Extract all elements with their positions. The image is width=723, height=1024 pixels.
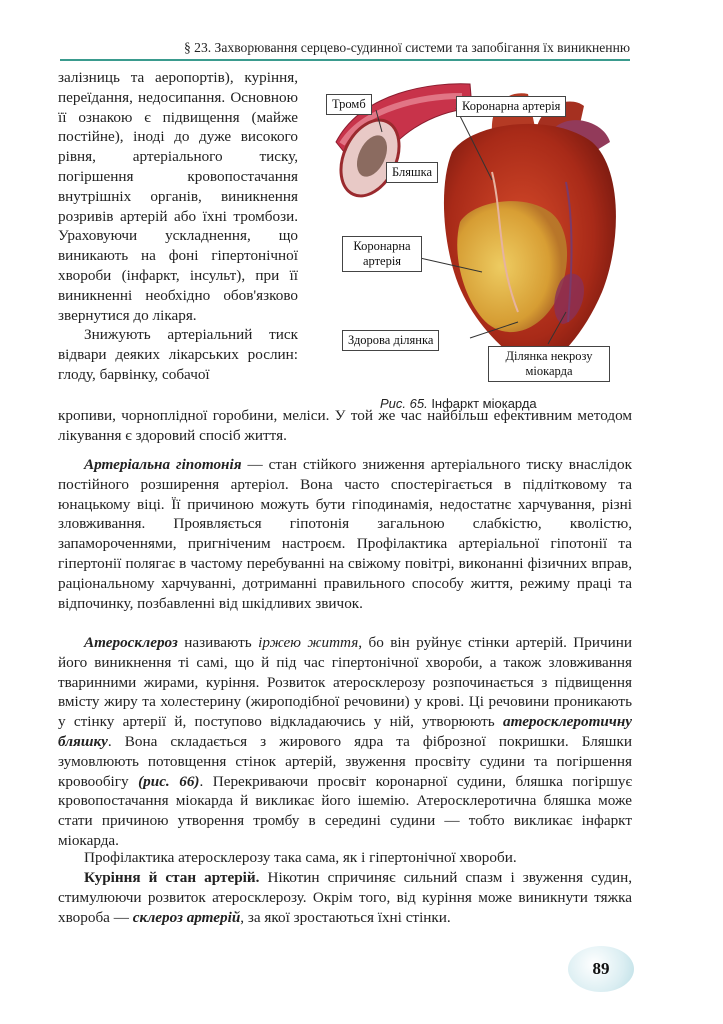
- label-coronary-artery-left: Коронарна артерія: [342, 236, 422, 272]
- page-number: 89: [568, 946, 634, 992]
- hypotonia-paragraph: [58, 455, 632, 613]
- figure-reference: (рис. 66): [138, 772, 200, 790]
- smoking-term: Куріння й стан артерій.: [84, 869, 260, 886]
- hypotonia-text: — стан стійкого зниження артеріального тиску внаслідок постійного розширення артеріол. Вона часто спостерігається в підлітковому та юнацькому віці. Її причиною можуть бути гіподинамія, недостатнє харчування, різні зловживання. Проявляється гіпотонія загальною слабкістю, кволістю, запамороченнями, пригніченим настроєм. Профілактика артеріальної гіпотонії та гіпертонії полягає в частому перебуванні на свіжому повітрі, виконанні фізичних вправ, раціональному харчуванні, дотриманні правильного способу життя, режиму праці та відпочинку, позбавленні від шкідливих звичок.: [58, 456, 632, 612]
- prophylaxis-paragraph: [58, 848, 632, 868]
- page-header: § 23. Захворювання серцево-судинної системи та запобігання їх виникненню: [60, 40, 630, 61]
- atherosclerosis-text-3: . Вона складається з жирового ядра та фіброзної покришки. Бляшки зумовлюють потовщення стінок артерій, звуження просвіту судини та погіршення кровообігу: [58, 732, 632, 790]
- atherosclerosis-text-2: , бо він руйнує стінки артерій. Причини його виникнення ті самі, що й під час гіпертонічної хвороби, а також зловживання тваринними жирами, куріння. Розвиток атеросклерозу розпочинається з підвищення вмісту жиру та холестерину (жироподібної речовини) у крові. Ці речовини проникають у стінку артерії й, поступово відкладаючись у ній, утворюють: [58, 634, 632, 731]
- label-plaque: Бляшка: [386, 162, 438, 183]
- sclerosis-term: склероз артерій: [132, 908, 241, 926]
- smoking-paragraph: [58, 868, 632, 927]
- atherosclerosis-paragraph: [58, 633, 632, 851]
- heart-infarct-figure: [322, 72, 628, 392]
- atherosclerosis-text-4: . Перекриваючи просвіт коронарної судини, бляшка погіршує кровопостачання міокарда й викликає його ішемію. Атеросклеротична бляшка може стати причиною утворення тромбу в середині судини — тобто викликає інфаркт міокарда.: [58, 772, 633, 849]
- left-paragraph-2: Знижують артеріальний тиск відвари деяких лікарських рослин: глоду, барвінку, собачої: [58, 326, 298, 383]
- label-necrosis-area: Ділянка некрозу міокарда: [488, 346, 610, 382]
- atherosclerotic-plaque-term: атеросклеротичну бляшку: [58, 713, 632, 750]
- atherosclerosis-text-1: називають: [177, 634, 259, 651]
- left-column: [58, 68, 298, 385]
- caption-text: Інфаркт міокарда: [427, 396, 537, 411]
- left-paragraph-1: залізниць та аеропортів), куріння, переїдання, недосипання. Основною її ознакою є підвищення (майже постійне), іноді до дуже високого рівня, артеріального тиску, погіршення кровопостачання внутрішніх органів, виникнення розривів артерій або їхні тромбози. Ураховуючи ускладнення, що виникають на фоні гіпертонічної хвороби (інфаркт, інсульт), при її виникненні необхідно обов'язково звернутися до лікаря.: [58, 69, 298, 324]
- label-healthy-area: Здорова ділянка: [342, 330, 439, 351]
- continuation-paragraph: [58, 406, 632, 446]
- label-thrombus: Тромб: [326, 94, 372, 115]
- smoking-text-2: , за якої зростаються їхні стінки.: [240, 908, 451, 926]
- atherosclerosis-term-2: іржею життя: [258, 634, 359, 651]
- hypotonia-term: Артеріальна гіпотонія: [84, 456, 242, 473]
- smoking-text-1: Нікотин спричиняє сильний спазм і звуження судин, стимулюючи розвиток атеросклерозу. Окрім того, від куріння може виникнути тяжка хвороба —: [58, 869, 632, 926]
- label-coronary-artery-top: Коронарна артерія: [456, 96, 566, 117]
- atherosclerosis-term: Атеросклероз: [84, 634, 178, 651]
- continuation-text: кропиви, чорноплідної горобини, меліси. У той же час найбільш ефективним методом лікування є здоровий спосіб життя.: [58, 407, 632, 444]
- prophylaxis-text: Профілактика атеросклерозу така сама, як і гіпертонічної хвороби.: [84, 849, 517, 866]
- caption-number: Рис. 65.: [380, 396, 428, 411]
